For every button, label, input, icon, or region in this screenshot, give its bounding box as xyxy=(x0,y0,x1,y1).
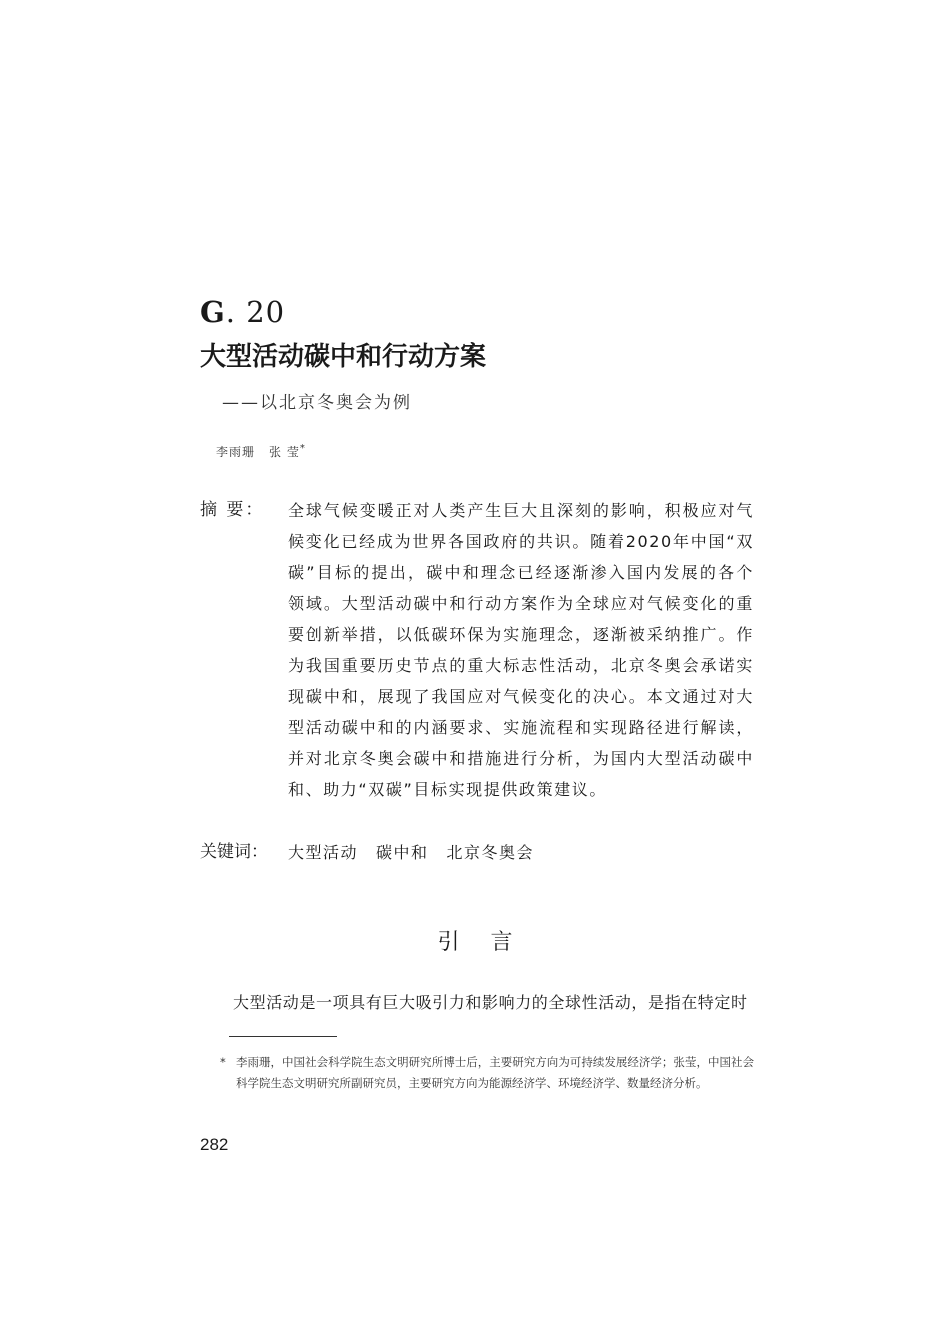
abstract-text: 全球气候变暖正对人类产生巨大且深刻的影响，积极应对气候变化已经成为世界各国政府的共识。随着2020年中国“双碳”目标的提出，碳中和理念已经逐渐渗入国内发展的各个领域。大型活动碳中和行动方案作为全球应对气候变化的重要创新举措，以低碳环保为实施理念，逐渐被采纳推广。作为我国重要历史节点的重大标志性活动，北京冬奥会承诺实现碳中和，展现了我国应对气候变化的决心。本文通过对大型活动碳中和的内涵要求、实施流程和实现路径进行解读，并对北京冬奥会碳中和措施进行分析，为国内大型活动碳中和、助力“双碳”目标实现提供政策建议。 xyxy=(288,501,754,799)
chapter-letter: G xyxy=(200,295,226,329)
footnote xyxy=(220,1052,754,1094)
author-second: 张 莹 xyxy=(269,445,300,459)
keyword-item: 大型活动 xyxy=(288,843,359,862)
article-title: 大型活动碳中和行动方案 xyxy=(200,342,487,372)
footnote-mark: * xyxy=(220,1055,226,1069)
section-heading: 引 言 xyxy=(437,930,525,955)
author-line xyxy=(216,438,306,463)
article-subtitle: ——以北京冬奥会为例 xyxy=(222,393,412,413)
chapter-number xyxy=(200,292,285,332)
keyword-item: 北京冬奥会 xyxy=(446,843,535,862)
author-first: 李雨珊 xyxy=(216,445,256,459)
chapter-digits: . 20 xyxy=(225,295,286,329)
keywords-list xyxy=(288,837,552,868)
author-footnote-mark: * xyxy=(299,443,306,454)
keywords-label: 关键词： xyxy=(200,842,268,862)
abstract-label: 摘 要： xyxy=(200,500,265,520)
page-number: 282 xyxy=(200,1135,229,1154)
footnote-divider xyxy=(229,1036,337,1037)
footnote-text: 李雨珊，中国社会科学院生态文明研究所博士后，主要研究方向为可持续发展经济学；张莹，中国社会科学院生态文明研究所副研究员，主要研究方向为能源经济学、环境经济学、数量经济分析。 xyxy=(236,1055,754,1090)
body-paragraph: 大型活动是一项具有巨大吸引力和影响力的全球性活动，是指在特定时 xyxy=(233,993,748,1012)
keyword-item: 碳中和 xyxy=(376,843,429,862)
